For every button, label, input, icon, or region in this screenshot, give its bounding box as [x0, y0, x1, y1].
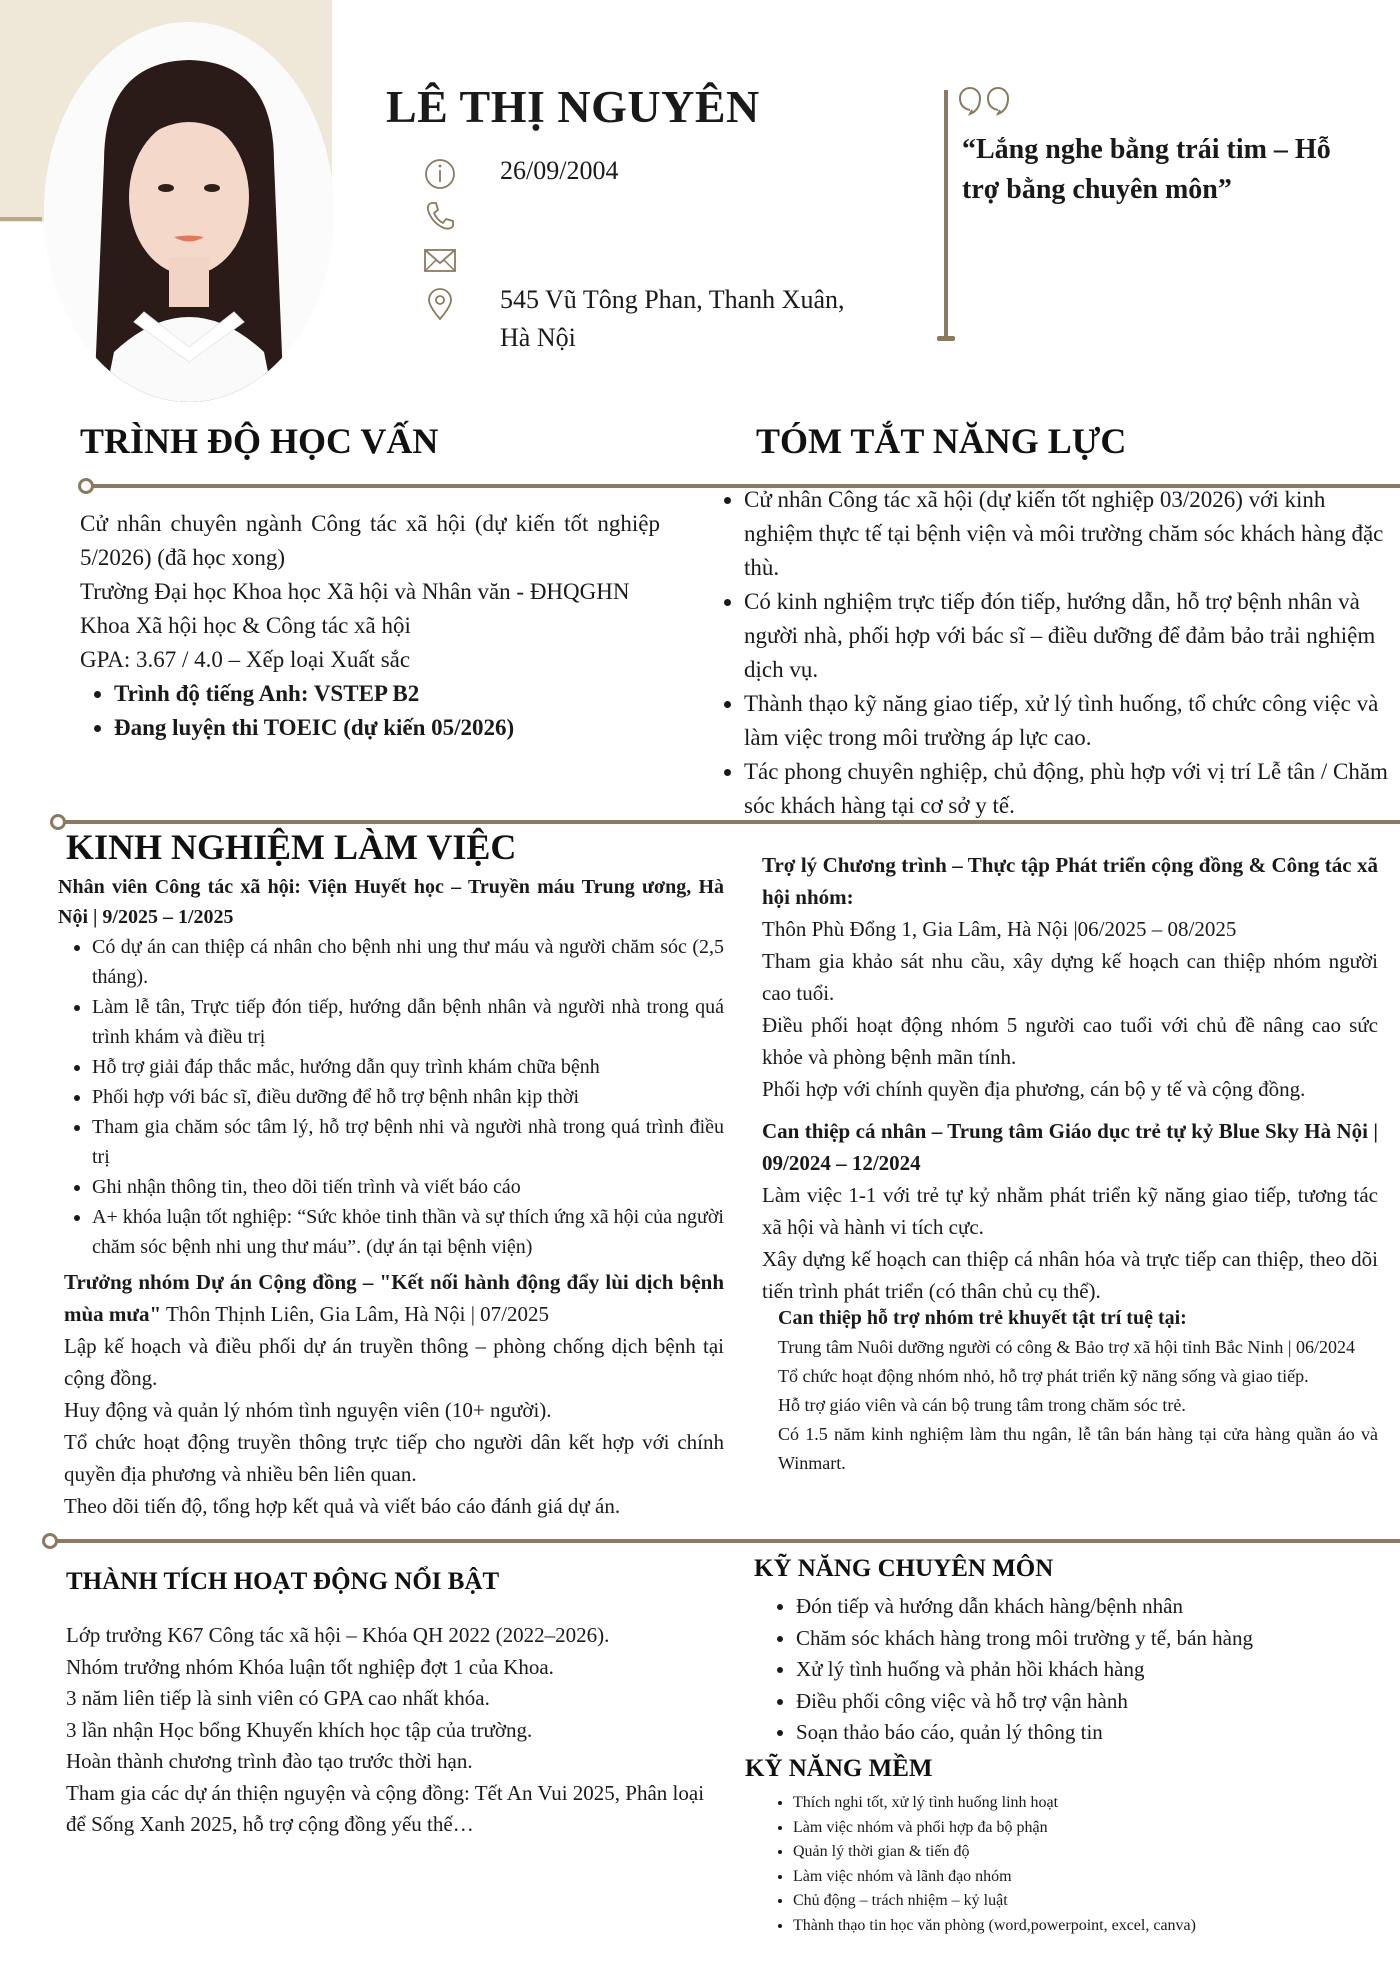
experience-job-1 — [58, 872, 724, 1262]
job-line: Hỗ trợ giáo viên và cán bộ trung tâm trong chăm sóc trẻ. — [778, 1395, 1186, 1415]
job-bullet: • Làm lễ tân, Trực tiếp đón tiếp, hướng dẫn bệnh nhân và người nhà trong quá trình khám và điều trị — [92, 992, 724, 1052]
quote-icon — [956, 80, 1016, 120]
location-pin-icon — [422, 286, 458, 322]
quote-line-2: trợ bằng chuyên môn” — [962, 174, 1232, 205]
soft-skill-item: • Thành thạo tin học văn phòng (word,powerpoint, excel, canva) — [793, 1914, 1223, 1939]
candidate-name: LÊ THỊ NGUYÊN — [386, 81, 760, 132]
job-line: Lập kế hoạch và điều phối dự án truyền thông – phòng chống dịch bệnh tại cộng đồng. — [64, 1334, 724, 1390]
job-line: Huy động và quản lý nhóm tình nguyện viên (10+ người). — [64, 1398, 552, 1422]
job-heading-location: Thôn Thịnh Liên, Gia Lâm, Hà Nội | 07/2025 — [161, 1302, 549, 1326]
summary-bullet: • Cử nhân Công tác xã hội (dự kiến tốt nghiệp 03/2026) với kinh nghiệm thực tế tại bệnh viện và môi trường chăm sóc khách hàng đặc thù. — [744, 483, 1390, 585]
phone-icon — [422, 198, 458, 234]
job-bullet: • Hỗ trợ giải đáp thắc mắc, hướng dẫn quy trình khám chữa bệnh — [92, 1052, 724, 1082]
soft-skill-item: • Chủ động – trách nhiệm – kỷ luật — [793, 1889, 1223, 1914]
header-accent-line — [0, 217, 42, 221]
pro-skill-item: • Điều phối công việc và hỗ trợ vận hành — [796, 1686, 1382, 1718]
job-heading: Can thiệp cá nhân – Trung tâm Giáo dục trẻ tự kỷ Blue Sky Hà Nội | 09/2024 – 12/2024 — [762, 1119, 1378, 1175]
job-heading: Can thiệp hỗ trợ nhóm trẻ khuyết tật trí tuệ tại: — [778, 1307, 1187, 1329]
summary-list — [710, 483, 1390, 823]
section-divider — [56, 1539, 1400, 1543]
job-line: Phối hợp với chính quyền địa phương, cán bộ y tế và cộng đồng. — [762, 1077, 1306, 1101]
job-bullet: • Phối hợp với bác sĩ, điều dưỡng để hỗ trợ bệnh nhân kịp thời — [92, 1082, 724, 1112]
job-line: Làm việc 1-1 với trẻ tự kỷ nhằm phát triển kỹ năng giao tiếp, tương tác xã hội và hành vi tích cực. — [762, 1183, 1378, 1239]
pro-skill-item: • Đón tiếp và hướng dẫn khách hàng/bệnh nhân — [796, 1591, 1382, 1623]
experience-title: KINH NGHIỆM LÀM VIỆC — [66, 827, 517, 867]
job-line: Tổ chức hoạt động nhóm nhỏ, hỗ trợ phát triển kỹ năng sống và giao tiếp. — [778, 1366, 1309, 1386]
pro-skills-list — [762, 1591, 1382, 1749]
address-line-2: Hà Nội — [500, 323, 576, 352]
job-line: Có 1.5 năm kinh nghiệm làm thu ngân, lễ tân bán hàng tại cửa hàng quần áo và Winmart. — [778, 1424, 1378, 1473]
job-line: Điều phối hoạt động nhóm 5 người cao tuổi với chủ đề nâng cao sức khỏe và phòng bệnh mãn tính. — [762, 1013, 1378, 1069]
soft-skill-item: • Làm việc nhóm và lãnh đạo nhóm — [793, 1865, 1223, 1890]
job-line: Theo dõi tiến độ, tổng hợp kết quả và viết báo cáo đánh giá dự án. — [64, 1494, 621, 1518]
job-heading — [64, 1266, 724, 1330]
summary-bullet: • Thành thạo kỹ năng giao tiếp, xử lý tình huống, tổ chức công việc và làm việc trong môi trường áp lực cao. — [744, 687, 1390, 755]
address-line-1: 545 Vũ Tông Phan, Thanh Xuân, — [500, 285, 845, 314]
soft-skill-item: • Thích nghi tốt, xử lý tình huống linh hoạt — [793, 1791, 1223, 1816]
mail-icon — [422, 242, 458, 278]
job-heading: Nhân viên Công tác xã hội: Viện Huyết học – Truyền máu Trung ương, Hà Nội | 9/2025 – 1/2025 — [58, 876, 724, 928]
job-line: Tham gia khảo sát nhu cầu, xây dựng kế hoạch can thiệp nhóm người cao tuổi. — [762, 949, 1378, 1005]
job-heading: Trợ lý Chương trình – Thực tập Phát triển cộng đồng & Công tác xã hội nhóm: — [762, 853, 1378, 909]
pro-skills-title: KỸ NĂNG CHUYÊN MÔN — [754, 1555, 1054, 1582]
experience-job-2 — [64, 1266, 724, 1522]
experience-job-4 — [762, 1115, 1378, 1307]
achievement-item: 3 lần nhận Học bổng Khuyến khích học tập của trường. — [66, 1717, 533, 1742]
personal-quote — [962, 130, 1362, 210]
education-details — [80, 507, 660, 745]
education-line: Trường Đại học Khoa học Xã hội và Nhân văn - ĐHQGHN — [80, 579, 630, 604]
pro-skill-item: • Chăm sóc khách hàng trong môi trường y tế, bán hàng — [796, 1623, 1382, 1655]
soft-skills-list — [763, 1791, 1223, 1938]
summary-bullet: • Tác phong chuyên nghiệp, chủ động, phù hợp với vị trí Lễ tân / Chăm sóc khách hàng tại cơ sở y tế. — [744, 755, 1390, 823]
education-line: Khoa Xã hội học & Công tác xã hội — [80, 613, 411, 638]
achievements-list — [66, 1620, 706, 1841]
address-text — [500, 281, 845, 357]
experience-job-5 — [778, 1304, 1378, 1478]
education-title: TRÌNH ĐỘ HỌC VẤN — [80, 421, 439, 461]
pro-skill-item: • Soạn thảo báo cáo, quản lý thông tin — [796, 1717, 1382, 1749]
section-divider — [64, 820, 1400, 824]
experience-job-3 — [762, 849, 1378, 1105]
achievement-item: 3 năm liên tiếp là sinh viên có GPA cao nhất khóa. — [66, 1686, 490, 1710]
achievement-item: Tham gia các dự án thiện nguyện và cộng đồng: Tết An Vui 2025, Phân loại để Sống Xanh 2025, hỗ trợ cộng đồng yếu thế… — [66, 1780, 705, 1836]
education-line: GPA: 3.67 / 4.0 – Xếp loại Xuất sắc — [80, 647, 411, 672]
summary-bullet: • Có kinh nghiệm trực tiếp đón tiếp, hướng dẫn, hỗ trợ bệnh nhân và người nhà, phối hợp với bác sĩ – điều dưỡng để đảm bảo trải nghiệm dịch vụ. — [744, 585, 1390, 687]
education-bullet: • Trình độ tiếng Anh: VSTEP B2 — [114, 677, 660, 711]
job-bullet: • Tham gia chăm sóc tâm lý, hỗ trợ bệnh nhi và người nhà trong quá trình điều trị — [92, 1112, 724, 1172]
achievement-item: Lớp trưởng K67 Công tác xã hội – Khóa QH 2022 (2022–2026). — [66, 1623, 610, 1647]
education-line: Cử nhân chuyên ngành Công tác xã hội (dự kiến tốt nghiệp 5/2026) (đã học xong) — [80, 511, 660, 570]
soft-skill-item: • Làm việc nhóm và phối hợp đa bộ phận — [793, 1816, 1223, 1841]
soft-skills-title: KỸ NĂNG MỀM — [745, 1755, 933, 1782]
job-heading-bold: Trưởng nhóm Dự án Cộng đồng – "Kết nối hành động đẩy lùi dịch bệnh mùa mưa" — [64, 1270, 724, 1326]
soft-skill-item: • Quản lý thời gian & tiến độ — [793, 1840, 1223, 1865]
achievement-item: Hoàn thành chương trình đào tạo trước thời hạn. — [66, 1749, 473, 1773]
job-line: Xây dựng kế hoạch can thiệp cá nhân hóa và trực tiếp can thiệp, theo dõi tiến trình phát triển (có thân chủ cụ thể). — [762, 1247, 1378, 1303]
profile-photo — [44, 22, 334, 402]
dob-text: 26/09/2004 — [500, 156, 619, 185]
quote-line-1: “Lắng nghe bằng trái tim – Hỗ — [962, 134, 1331, 165]
quote-line-foot — [937, 336, 955, 341]
quote-vertical-line — [944, 90, 948, 340]
job-bullet: • A+ khóa luận tốt nghiệp: “Sức khỏe tinh thần và sự thích ứng xã hội của người chăm sóc bệnh nhi ung thư máu”. (dự án tại bệnh viện) — [92, 1202, 724, 1262]
education-bullets — [80, 677, 660, 745]
job-bullet: • Có dự án can thiệp cá nhân cho bệnh nhi ung thư máu và người chăm sóc (2,5 tháng). — [92, 932, 724, 992]
job-line: Thôn Phù Đổng 1, Gia Lâm, Hà Nội |06/2025 – 08/2025 — [762, 917, 1237, 941]
job-bullet: • Ghi nhận thông tin, theo dõi tiến trình và viết báo cáo — [92, 1172, 724, 1202]
achievement-item: Nhóm trưởng nhóm Khóa luận tốt nghiệp đợt 1 của Khoa. — [66, 1654, 554, 1679]
education-bullet: • Đang luyện thi TOEIC (dự kiến 05/2026) — [114, 711, 660, 745]
pro-skill-item: • Xử lý tình huống và phản hồi khách hàng — [796, 1654, 1382, 1686]
info-icon — [422, 156, 458, 192]
achievements-title: THÀNH TÍCH HOẠT ĐỘNG NỔI BẬT — [66, 1568, 500, 1595]
job-line: Tổ chức hoạt động truyền thông trực tiếp cho người dân kết hợp với chính quyền địa phương và nhiều bên liên quan. — [64, 1430, 724, 1486]
job-line: Trung tâm Nuôi dưỡng người có công & Bảo trợ xã hội tỉnh Bắc Ninh | 06/2024 — [778, 1337, 1355, 1357]
summary-title: TÓM TẮT NĂNG LỰC — [756, 421, 1127, 461]
